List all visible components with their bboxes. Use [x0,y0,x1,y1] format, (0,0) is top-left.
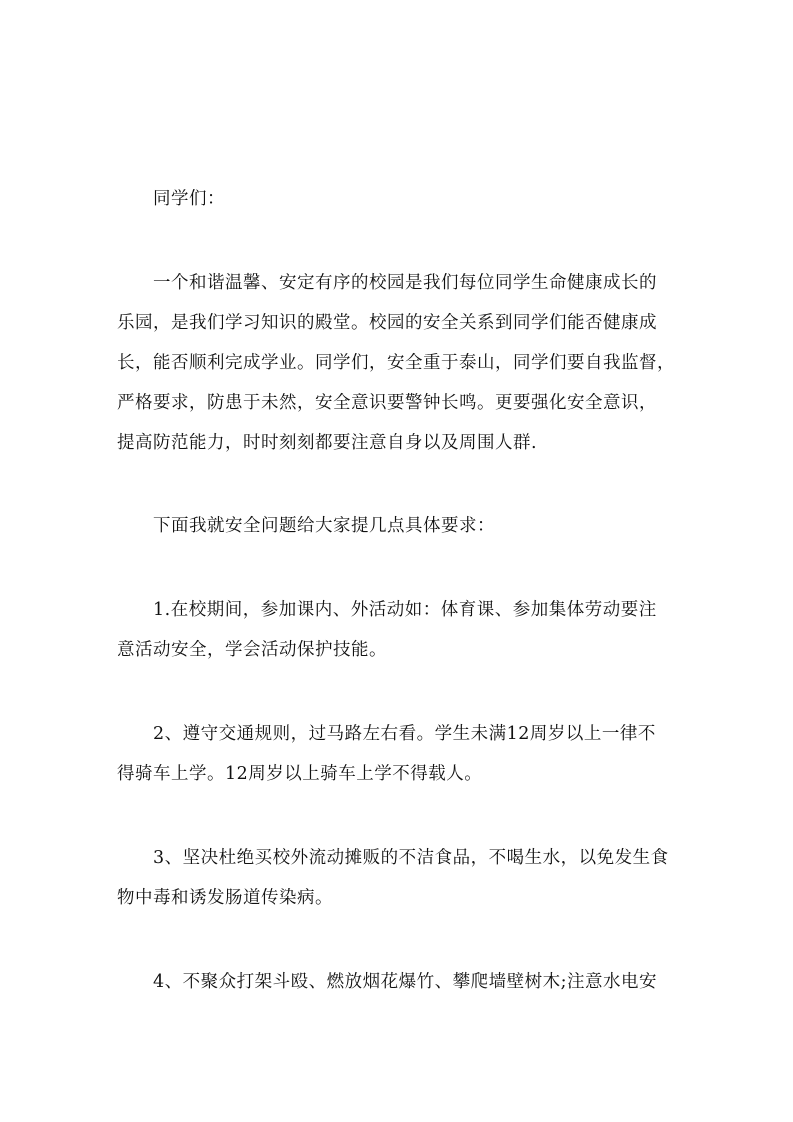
paragraph-line: 严格要求，防患于未然，安全意识要警钟长鸣。更要强化安全意识， [117,393,657,413]
salutation: 同学们： [153,189,225,209]
paragraph-line: 2、遵守交通规则，过马路左右看。学生未满12周岁以上一律不 [153,724,656,744]
paragraph-line: 意活动安全，学会活动保护技能。 [117,640,387,660]
paragraph-line: 4、不聚众打架斗殴、燃放烟花爆竹、攀爬墙壁树木;注意水电安 [153,972,658,992]
paragraph-line: 1.在校期间，参加课内、外活动如：体育课、参加集体劳动要注 [153,600,657,620]
paragraph-line: 得骑车上学。12周岁以上骑车上学不得载人。 [117,764,483,784]
paragraph-line: 下面我就安全问题给大家提几点具体要求： [153,516,495,536]
paragraph-line: 一个和谐温馨、安定有序的校园是我们每位同学生命健康成长的 [153,273,657,293]
paragraph-line: 物中毒和诱发肠道传染病。 [117,888,333,908]
paragraph-line: 提高防范能力，时时刻刻都要注意自身以及周围人群. [117,433,538,453]
paragraph-line: 长，能否顺利完成学业。同学们，安全重于泰山，同学们要自我监督， [117,353,675,373]
paragraph-line: 3、坚决杜绝买校外流动摊贩的不洁食品，不喝生水，以免发生食 [153,848,669,868]
paragraph-line: 乐园，是我们学习知识的殿堂。校园的安全关系到同学们能否健康成 [117,313,657,333]
